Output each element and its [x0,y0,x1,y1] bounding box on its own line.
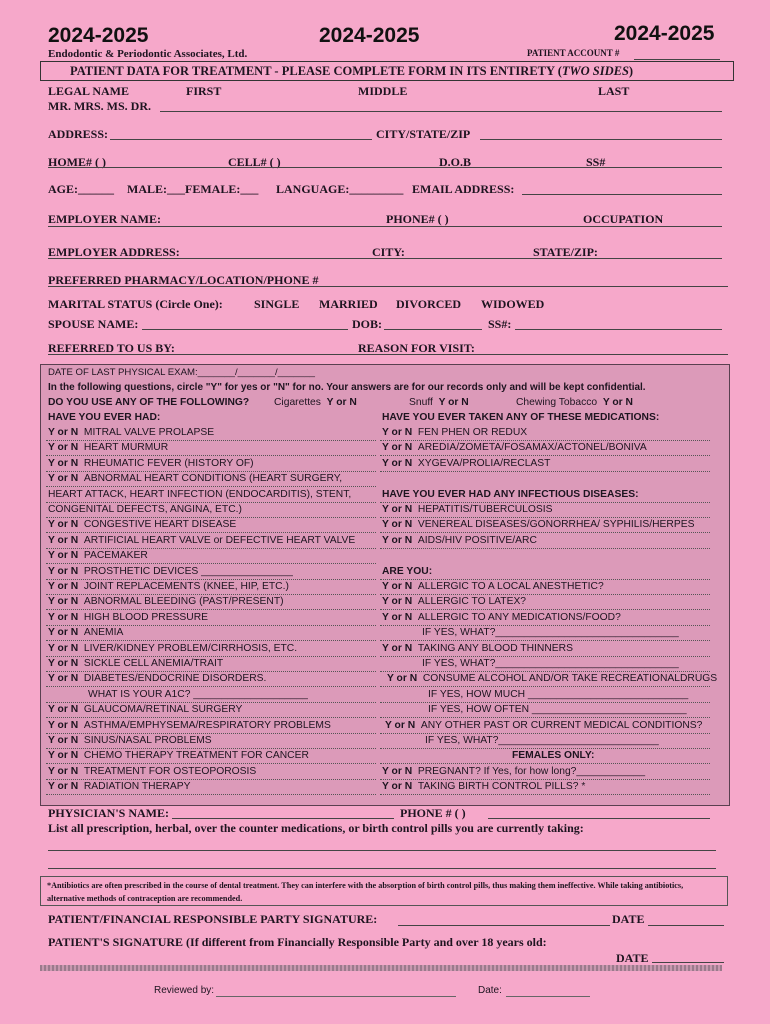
question-text: ASTHMA/EMPHYSEMA/RESPIRATORY PROBLEMS [83,719,331,731]
physician-phone-label: PHONE # ( ) [400,806,466,820]
financial-signature-label: PATIENT/FINANCIAL RESPONSIBLE PARTY SIGNATURE: [48,912,378,926]
phone-row-line[interactable] [48,167,722,168]
yes-no-choice[interactable]: Y or N [48,673,79,685]
form-title: PATIENT DATA FOR TREATMENT - PLEASE COMPLETE FORM IN ITS ENTIRETY (TWO SIDES) [70,64,634,78]
marital-single-option[interactable]: SINGLE [254,297,300,311]
yes-no-choice[interactable]: Y or N [48,735,79,746]
question-text: CONGENITAL DEFECTS, ANGINA, ETC.) [48,504,242,515]
employer-address-line[interactable] [48,258,722,259]
condition-item[interactable] [48,519,236,530]
question-text: IF YES, HOW OFTEN ___________________________ [428,704,687,716]
instructions-text: In the following questions, circle "Y" for yes or "N" for no. Your answers are for our records only and will be kept confidential. [48,382,646,393]
age-field[interactable]: AGE:______ [48,182,114,196]
condition-item [48,504,242,515]
marital-married-option[interactable]: MARRIED [319,297,378,311]
employer-city-label: CITY: [372,245,405,259]
question-item[interactable] [382,458,550,469]
question-text: CONSUME ALCOHOL AND/OR TAKE RECREATIONALDRUGS [422,673,718,685]
last-physical-exam[interactable]: DATE OF LAST PHYSICAL EXAM:_______/_______/_______ [48,367,316,378]
employer-phone-label: PHONE# ( ) [386,212,449,226]
condition-item[interactable] [48,750,309,761]
question-item [428,704,687,715]
legal-name-label: LEGAL NAME [48,84,130,98]
physician-phone-field-line[interactable] [488,818,710,819]
question-text: HIGH BLOOD PRESSURE [83,611,209,623]
question-item[interactable] [382,612,621,623]
question-item[interactable] [387,673,717,684]
condition-item[interactable] [48,781,190,792]
question-item[interactable] [382,596,526,607]
yes-no-choice[interactable]: Y or N [382,642,413,654]
yes-no-choice[interactable]: Y or N [48,534,79,546]
question-text: IF YES, WHAT?________________________________ [422,627,679,639]
question-item[interactable] [382,581,604,592]
yes-no-choice[interactable]: Y or N [48,765,79,777]
question-text: HEPATITIS/TUBERCULOSIS [417,504,553,515]
employer-name-label: EMPLOYER NAME: [48,212,161,226]
yes-no-choice[interactable]: Y or N [382,611,413,623]
reviewed-date-line[interactable] [506,996,590,997]
condition-item[interactable] [48,627,123,638]
question-item [428,689,688,700]
name-field-line[interactable] [160,111,722,112]
question-text: PREGNANT? If Yes, for how long?____________ [417,765,646,777]
question-text: ALLERGIC TO A LOCAL ANESTHETIC? [417,581,604,592]
medications-field-line-2[interactable] [48,868,716,869]
question-text: CHEMO THERAPY TREATMENT FOR CANCER [83,750,309,762]
yes-no-choice[interactable]: Y or N [382,504,413,515]
question-text: IF YES, HOW MUCH ____________________________ [428,688,689,700]
question-text: TAKING BIRTH CONTROL PILLS? * [417,781,586,793]
question-text: ANY OTHER PAST OR CURRENT MEDICAL CONDITIONS? [420,719,703,731]
chewing-tobacco-option[interactable]: Chewing Tobacco Y or N [516,397,633,408]
patient-date-line[interactable] [652,962,724,963]
condition-item[interactable] [48,427,214,438]
question-item [422,627,679,638]
question-text: TREATMENT FOR OSTEOPOROSIS [83,765,257,777]
yes-no-choice[interactable]: Y or N [48,611,79,623]
question-text: SICKLE CELL ANEMIA/TRAIT [83,658,224,669]
condition-item[interactable] [48,473,342,484]
employer-row-line[interactable] [48,226,722,227]
question-text: VENEREAL DISEASES/GONORRHEA/ SYPHILIS/HERPES [417,519,695,531]
employer-address-label: EMPLOYER ADDRESS: [48,245,180,259]
address-field-line[interactable] [110,139,372,140]
question-item[interactable] [382,519,694,530]
section-heading [512,750,594,761]
question-item [425,735,659,746]
form-year-left: 2024-2025 [48,24,149,47]
cell-phone-label: CELL# ( ) [228,155,281,169]
gender-field[interactable]: MALE:___FEMALE:___ [127,182,259,196]
yes-no-choice[interactable]: Y or N [382,519,413,531]
question-item[interactable] [382,781,585,792]
question-item[interactable] [385,720,702,731]
question-text: IF YES, WHAT?____________________________ [425,735,659,746]
reviewed-by-label: Reviewed by: [154,985,215,996]
physician-name-field-line[interactable] [172,818,394,819]
cigarettes-option[interactable]: Cigarettes Y or N [274,397,357,408]
yes-no-choice[interactable]: Y or N [382,457,413,469]
yes-no-choice[interactable]: Y or N [48,581,79,592]
condition-item[interactable] [48,720,331,731]
question-text: TAKING ANY BLOOD THINNERS [417,642,573,654]
yes-no-choice[interactable]: Y or N [382,581,413,592]
question-text: FEN PHEN OR REDUX [417,427,528,438]
condition-item[interactable] [48,704,242,715]
question-text: DIABETES/ENDOCRINE DISORDERS. [83,673,267,685]
yes-no-choice[interactable]: Y or N [382,427,413,438]
yes-no-choice[interactable]: Y or N [385,719,416,731]
question-text: PROSTHETIC DEVICES ________________ [83,565,293,577]
yes-no-choice[interactable]: Y or N [382,534,413,546]
yes-no-choice[interactable]: Y or N [387,673,418,685]
question-item[interactable] [382,766,645,777]
physician-name-label: PHYSICIAN'S NAME: [48,806,170,820]
condition-item[interactable] [48,550,148,561]
yes-no-choice[interactable]: Y or N [48,642,79,654]
employer-state-zip-label: STATE/ZIP: [533,245,598,259]
question-text: RADIATION THERAPY [83,781,191,793]
dob-label: D.O.B [439,155,472,169]
question-text: FEMALES ONLY: [512,750,595,762]
patient-signature-line[interactable] [40,965,722,971]
medications-field-line-1[interactable] [48,850,716,851]
condition-item[interactable] [48,766,256,777]
language-field[interactable]: LANGUAGE:_________ [276,182,404,196]
title-options: MR. MRS. MS. DR. [48,99,151,113]
antibiotics-note: *Antibiotics are often prescribed in the course of dental treatment. They can interfere with the absorption of birth control pills, thus making them ineffective. While taking antibiotics, alternative methods of contraception are recommended. [40,876,728,906]
practice-name: Endodontic & Periodontic Associates, Ltd. [48,48,248,60]
have-you-ever-had-heading: HAVE YOU EVER HAD: [48,412,161,423]
question-text: PACEMAKER [83,550,148,562]
question-text: ALLERGIC TO LATEX? [417,596,527,608]
last-name-label: LAST [598,84,630,98]
yes-no-choice[interactable]: Y or N [382,596,413,608]
ssn-label: SS# [586,155,606,169]
pharmacy-field-line[interactable] [48,286,728,287]
yes-no-choice[interactable]: Y or N [48,427,79,438]
question-text: GLAUCOMA/RETINAL SURGERY [83,704,243,716]
condition-item[interactable] [48,658,223,669]
spouse-dob-field-line[interactable] [384,329,482,330]
yes-no-choice[interactable]: Y or N [48,550,79,562]
spouse-dob-label: DOB: [352,317,382,331]
first-name-label: FIRST [186,84,222,98]
question-text: CONGESTIVE HEART DISEASE [83,519,237,531]
question-text: ARTIFICIAL HEART VALVE or DEFECTIVE HEART VALVE [83,534,356,546]
condition-item [48,489,351,500]
question-text: IF YES, WHAT?________________________________ [422,658,679,669]
yes-no-choice[interactable]: Y or N [48,565,79,577]
marital-widowed-option[interactable]: WIDOWED [481,297,545,311]
spouse-ssn-label: SS#: [488,317,512,331]
occupation-label: OCCUPATION [583,212,664,226]
financial-date-line[interactable] [648,925,724,926]
address-label: ADDRESS: [48,127,109,141]
yes-no-choice[interactable]: Y or N [48,457,79,469]
current-medications-label: List all prescription, herbal, over the counter medications, or birth control pills you are currently taking: [48,821,584,835]
condition-item[interactable] [48,535,355,546]
section-heading [382,566,432,577]
spouse-name-label: SPOUSE NAME: [48,317,139,331]
question-text: RHEUMATIC FEVER (HISTORY OF) [83,457,254,469]
condition-item[interactable] [48,596,284,607]
form-year-right: 2024-2025 [614,22,715,45]
yes-no-choice[interactable]: Y or N [48,627,79,639]
financial-date-label: DATE [612,912,645,926]
yes-no-choice[interactable]: Y or N [48,596,79,608]
marital-status-label: MARITAL STATUS (Circle One): [48,297,223,311]
question-item[interactable] [382,504,553,515]
pharmacy-label: PREFERRED PHARMACY/LOCATION/PHONE # [48,273,319,287]
condition-item[interactable] [48,566,293,577]
question-text: ABNORMAL BLEEDING (PAST/PRESENT) [83,596,284,608]
question-text: MITRAL VALVE PROLAPSE [83,427,215,438]
section-heading [382,489,639,500]
condition-item[interactable] [48,673,266,684]
spouse-name-field-line[interactable] [142,329,348,330]
city-state-zip-label: CITY/STATE/ZIP [376,127,471,141]
reason-for-visit-label: REASON FOR VISIT: [358,341,475,355]
reviewed-date-label: Date: [478,985,502,996]
condition-item[interactable] [48,442,168,453]
condition-item[interactable] [48,735,212,746]
question-item [422,658,679,669]
yes-no-choice[interactable]: Y or N [48,781,79,793]
condition-item[interactable] [48,458,254,469]
yes-no-choice[interactable]: Y or N [382,442,413,454]
yes-no-choice[interactable]: Y or N [48,658,79,669]
question-text: AIDS/HIV POSITIVE/ARC [417,534,537,546]
patient-date-label: DATE [616,951,649,965]
question-item[interactable] [382,442,647,453]
city-state-zip-field-line[interactable] [480,139,722,140]
yes-no-choice[interactable]: Y or N [48,442,79,454]
marital-divorced-option[interactable]: DIVORCED [396,297,462,311]
patient-account-label: PATIENT ACCOUNT # [527,48,620,58]
question-item[interactable] [382,643,573,654]
yes-no-choice[interactable]: Y or N [48,473,79,485]
question-item[interactable] [382,535,537,546]
question-item[interactable] [382,427,527,438]
tobacco-question: DO YOU USE ANY OF THE FOLLOWING? [48,397,250,408]
condition-item[interactable] [48,643,297,654]
question-text: WHAT IS YOUR A1C? ____________________ [88,688,308,700]
email-label: EMAIL ADDRESS: [412,182,515,196]
yes-no-choice[interactable]: Y or N [48,704,79,716]
home-phone-label: HOME# ( ) [48,155,106,169]
question-text: ABNORMAL HEART CONDITIONS (HEART SURGERY, [83,473,343,485]
referred-by-label: REFERRED TO US BY: [48,341,175,355]
spouse-ssn-field-line[interactable] [515,329,722,330]
question-text: ALLERGIC TO ANY MEDICATIONS/FOOD? [417,611,621,623]
question-text: AREDIA/ZOMETA/FOSAMAX/ACTONEL/BONIVA [417,442,647,454]
medications-heading: HAVE YOU EVER TAKEN ANY OF THESE MEDICATIONS: [382,412,660,423]
condition-item[interactable] [48,612,208,623]
question-text: ARE YOU: [382,565,433,577]
financial-signature-line[interactable] [398,925,610,926]
question-text: JOINT REPLACEMENTS (KNEE, HIP, ETC.) [83,581,289,592]
yes-no-choice[interactable]: Y or N [382,765,413,777]
referral-row-line[interactable] [48,354,728,355]
yes-no-choice[interactable]: Y or N [48,519,79,531]
middle-name-label: MIDDLE [358,84,408,98]
condition-item [88,689,308,700]
question-text: XYGEVA/PROLIA/RECLAST [417,457,551,469]
question-text: HAVE YOU EVER HAD ANY INFECTIOUS DISEASES: [382,488,639,500]
yes-no-choice[interactable]: Y or N [382,781,413,793]
email-field-line[interactable] [522,194,722,195]
reviewed-by-line[interactable] [216,996,456,997]
question-text: HEART ATTACK, HEART INFECTION (ENDOCARDITIS), STENT, [48,488,352,500]
yes-no-choice[interactable]: Y or N [48,750,79,762]
question-text: HEART MURMUR [83,442,169,454]
snuff-option[interactable]: Snuff Y or N [409,397,469,408]
form-year-center: 2024-2025 [319,24,420,47]
question-text: ANEMIA [83,627,124,639]
question-text: LIVER/KIDNEY PROBLEM/CIRRHOSIS, ETC. [83,642,298,654]
patient-signature-label: PATIENT'S SIGNATURE (If different from Financially Responsible Party and over 18 years old: [48,935,547,949]
yes-no-choice[interactable]: Y or N [48,719,79,731]
question-text: SINUS/NASAL PROBLEMS [83,735,212,746]
condition-item[interactable] [48,581,289,592]
